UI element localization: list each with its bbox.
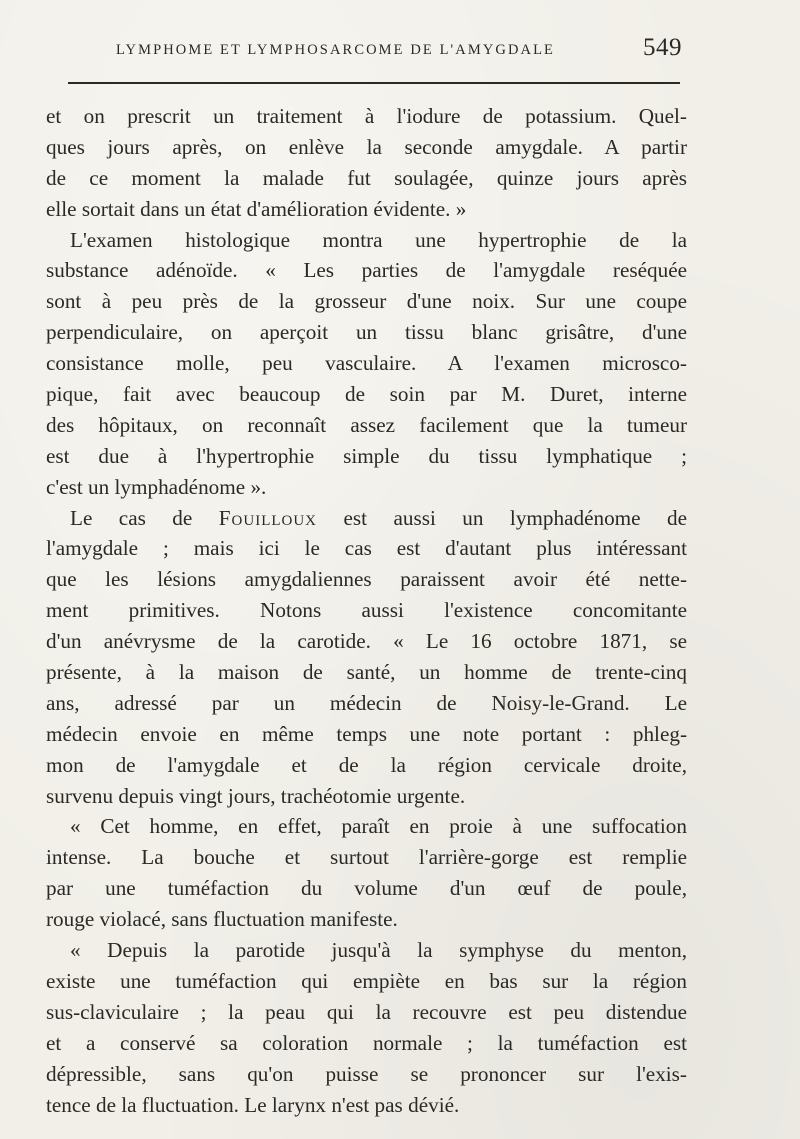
paragraph-start-line: [46, 503, 687, 534]
text-line: est due à l'hypertrophie simple du tissu lymphatique ;: [46, 443, 687, 468]
text-line: présente, à la maison de santé, un homme de trente-cinq: [46, 660, 687, 685]
text-line: pique, fait avec beaucoup de soin par M. Duret, interne: [46, 382, 687, 407]
text-line: par une tuméfaction du volume d'un œuf de poule,: [46, 876, 687, 901]
text-line: intense. La bouche et surtout l'arrière-gorge est remplie: [46, 845, 687, 870]
text-line: tence de la fluctuation. Le larynx n'est pas dévié.: [46, 1092, 460, 1117]
text-line: rouge violacé, sans fluctuation manifeste.: [46, 907, 398, 932]
page-number: 549: [643, 34, 682, 61]
text-line: c'est un lymphadénome ».: [46, 474, 267, 499]
text-line: substance adénoïde. « Les parties de l'amygdale reséquée: [46, 258, 687, 283]
body-text: [46, 101, 687, 1120]
text-line: elle sortait dans un état d'amélioration évidente. »: [46, 196, 467, 221]
text-line: médecin envoie en même temps une note portant : phleg-: [46, 721, 687, 746]
text-line: perpendiculaire, on aperçoit un tissu blanc grisâtre, d'une: [46, 320, 687, 345]
text-line: sus-claviculaire ; la peau qui la recouvre est peu distendue: [46, 999, 687, 1024]
text-line: et on prescrit un traitement à l'iodure de potassium. Quel-: [46, 104, 687, 128]
text-line: ans, adressé par un médecin de Noisy-le-Grand. Le: [46, 690, 687, 715]
author-name: Fouilloux: [218, 505, 318, 530]
text-line: existe une tuméfaction qui empiète en bas sur la région: [46, 968, 687, 993]
paragraph-start-line: L'examen histologique montra une hypertrophie de la: [70, 227, 687, 252]
paragraph-start-line: « Cet homme, en effet, paraît en proie à une suffocation: [70, 814, 687, 839]
paragraph-start-line: « Depuis la parotide jusqu'à la symphyse du menton,: [70, 938, 687, 963]
text-line: que les lésions amygdaliennes paraissent avoir été nette-: [46, 567, 687, 592]
text-line: et a conservé sa coloration normale ; la tuméfaction est: [46, 1030, 687, 1055]
header-rule: [68, 82, 680, 84]
text-line: ment primitives. Notons aussi l'existence concomitante: [46, 598, 687, 623]
text-line: survenu depuis vingt jours, trachéotomie urgente.: [46, 783, 466, 808]
text-line: l'amygdale ; mais ici le cas est d'autant plus intéressant: [46, 536, 687, 561]
text-line: de ce moment la malade fut soulagée, quinze jours après: [46, 165, 687, 190]
text-line: d'un anévrysme de la carotide. « Le 16 octobre 1871, se: [46, 629, 687, 654]
running-title: LYMPHOME ET LYMPHOSARCOME DE L'AMYGDALE: [116, 42, 556, 58]
text-line: consistance molle, peu vasculaire. A l'examen microsco-: [46, 351, 687, 376]
text-fragment: est aussi un lymphadénome de: [317, 505, 687, 530]
text-fragment: Le cas de: [70, 505, 219, 530]
text-line: dépressible, sans qu'on puisse se prononcer sur l'exis-: [46, 1061, 687, 1086]
text-line: ques jours après, on enlève la seconde amygdale. A partir: [46, 134, 687, 159]
text-line: des hôpitaux, on reconnaît assez facilement que la tumeur: [46, 412, 687, 437]
text-line: mon de l'amygdale et de la région cervicale droite,: [46, 752, 687, 777]
text-line: sont à peu près de la grosseur d'une noix. Sur une coupe: [46, 289, 687, 314]
page-header: [116, 36, 686, 66]
